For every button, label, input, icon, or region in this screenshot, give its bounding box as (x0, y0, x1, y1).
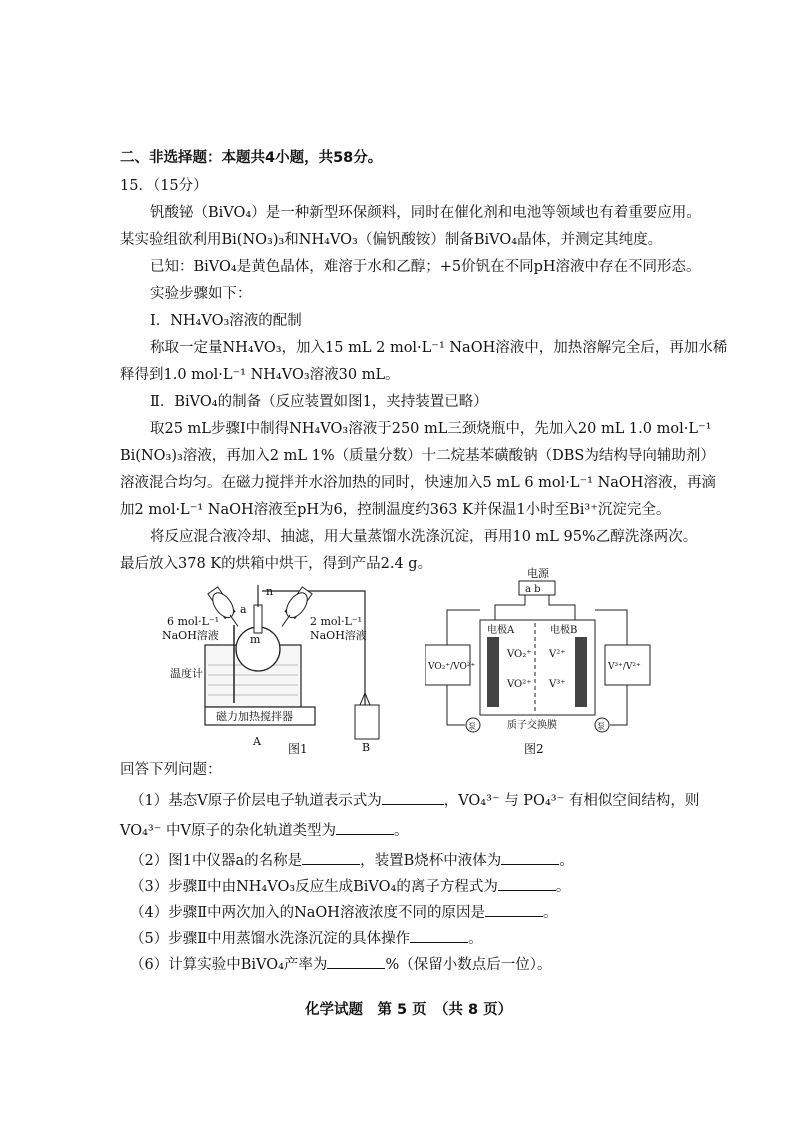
intro-line-1: 钒酸铋（BiVO₄）是一种新型环保颜料，同时在催化剂和电池等领域也有着重要应用。 (150, 205, 701, 221)
stirrer-label: 磁力加热搅拌器 (216, 710, 293, 723)
figure1-caption: 图1 (288, 742, 308, 756)
label-m: m (250, 633, 261, 646)
right-lower-pipe (610, 685, 627, 725)
thermometer-label: 温度计 (170, 667, 203, 680)
q2-blank-2[interactable] (501, 850, 559, 865)
q1-line-2 (120, 820, 408, 841)
q4-line (130, 902, 557, 923)
left-tank-label: VO₂⁺/VO²⁺ (428, 662, 476, 672)
label-right-conc: 2 mol·L⁻¹ (310, 615, 363, 628)
label-right-solution: NaOH溶液 (310, 629, 367, 642)
electrode-B-label: 电极B (550, 625, 578, 636)
q2-line (130, 850, 574, 871)
step2-title: Ⅱ．BiVO₄的制备（反应装置如图1，夹持装置已略） (150, 394, 488, 410)
q5-text: （5）步骤Ⅱ中用蒸馏水洗涤沉淀的具体操作 (130, 931, 411, 947)
q4-text: （4）步骤Ⅱ中两次加入的NaOH溶液浓度不同的原因是 (130, 905, 485, 921)
step2-text-3: 溶液混合均匀。在磁力搅拌并水浴加热的同时，快速加入5 mL 6 mol·L⁻¹ NaOH溶液，再滴 (120, 475, 716, 491)
q2-blank-1[interactable] (302, 850, 360, 865)
figure2-caption: 图2 (524, 742, 544, 756)
q1-text-b: ，VO₄³⁻ 与 PO₄³⁻ 有相似空间结构，则 (443, 793, 700, 809)
step1-text-1: 称取一定量NH₄VO₃，加入15 mL 2 mol·L⁻¹ NaOH溶液中，加热溶解完全后，再加水稀 (150, 340, 728, 356)
q6-text-b: %（保留小数点后一位）。 (385, 957, 552, 973)
q1-blank-2[interactable] (336, 820, 394, 835)
left-lower-pipe (447, 685, 465, 725)
q4-end: 。 (542, 905, 558, 921)
power-label: 电源 (527, 567, 549, 580)
known-info: 已知：BiVO₄是黄色晶体，难溶于水和乙醇；+5价钒在不同pH溶液中存在不同形态。 (150, 259, 701, 275)
v2-plus-label: V²⁺ (549, 649, 566, 660)
label-B: B (362, 741, 371, 754)
funnel-right (275, 586, 313, 631)
page-footer: 化学试题 第 5 页 （共 8 页） (305, 1002, 513, 1018)
q5-line (130, 928, 483, 949)
right-tank-label: V³⁺/V²⁺ (608, 662, 641, 672)
step2-text-1: 取25 mL步骤Ⅰ中制得NH₄VO₃溶液于250 mL三颈烧瓶中，先加入20 mL 1.0 mol·L⁻¹ (150, 421, 712, 437)
vo2-plus-label: VO₂⁺ (507, 649, 532, 660)
q1-text-c-end: 。 (393, 823, 409, 839)
q1-text-a: （1）基态V原子价层电子轨道表示式为 (130, 793, 382, 809)
electrode-B (575, 637, 587, 707)
q3-end: 。 (555, 879, 571, 895)
terminal-labels: a b (525, 584, 541, 595)
right-upper-pipe (595, 610, 627, 645)
answer-prompt: 回答下列问题： (120, 762, 222, 778)
vo-2plus-label: VO²⁺ (507, 679, 532, 690)
pump-right-label: 泵 (597, 722, 605, 731)
step2-text-4: 加2 mol·L⁻¹ NaOH溶液至pH为6，控制温度约363 K并保温1小时至Bi³⁺沉淀完全。 (120, 502, 671, 518)
step1-title: Ⅰ．NH₄VO₃溶液的配制 (150, 313, 302, 329)
q3-line (130, 876, 570, 897)
q6-blank[interactable] (327, 954, 385, 969)
step2-text-2: Bi(NO₃)₃溶液，再加入2 mL 1%（质量分数）十二烷基苯磺酸钠（DBS为结构导向辅助剂） (120, 448, 715, 464)
q1-blank-1[interactable] (382, 790, 444, 805)
step2-text-6: 最后放入378 K的烘箱中烘干，得到产品2.4 g。 (120, 556, 433, 572)
q4-blank[interactable] (485, 902, 543, 917)
center-neck (254, 605, 262, 633)
electrode-A-label: 电极A (487, 625, 515, 636)
q1-text-c: VO₄³⁻ 中V原子的杂化轨道类型为 (120, 823, 336, 839)
question-number: 15．（15分） (120, 178, 208, 194)
step1-text-2: 释得到1.0 mol·L⁻¹ NH₄VO₃溶液30 mL。 (120, 367, 400, 383)
intro-line-2: 某实验组欲利用Bi(NO₃)₃和NH₄VO₃（偏钒酸铵）制备BiVO₄晶体，并测定其纯度。 (120, 232, 663, 248)
q3-blank[interactable] (498, 876, 556, 891)
q2-text-a: （2）图1中仪器a的名称是 (130, 853, 303, 869)
steps-intro: 实验步骤如下： (150, 286, 252, 302)
q5-end: 。 (468, 931, 483, 947)
pump-left-label: 泵 (468, 722, 476, 731)
v3-plus-label: V³⁺ (549, 679, 566, 690)
q2-text-b: ，装置B烧杯中液体为 (360, 853, 502, 869)
label-left-solution: NaOH溶液 (162, 629, 219, 642)
q5-blank[interactable] (410, 928, 468, 943)
q6-text-a: （6）计算实验中BiVO₄产率为 (130, 957, 328, 973)
membrane-label: 质子交换膜 (507, 720, 557, 731)
beaker-B (355, 705, 379, 739)
q1-line-1 (130, 790, 699, 811)
section-header: 二、非选择题：本题共4小题，共58分。 (120, 150, 383, 166)
figure2-flow-battery (425, 565, 665, 740)
left-upper-pipe (447, 610, 480, 645)
label-A: A (253, 735, 261, 748)
figure1-apparatus (150, 585, 400, 755)
q6-line (130, 954, 551, 975)
q3-text: （3）步骤Ⅱ中由NH₄VO₃反应生成BiVO₄的离子方程式为 (130, 879, 498, 895)
q2-end: 。 (559, 853, 574, 869)
label-left-conc: 6 mol·L⁻¹ (167, 615, 220, 628)
electrode-A (487, 637, 499, 707)
label-n: n (266, 585, 274, 598)
step2-text-5: 将反应混合液冷却、抽滤，用大量蒸馏水洗涤沉淀，再用10 mL 95%乙醇洗涤两次。 (150, 529, 698, 545)
label-a: a (240, 603, 247, 616)
